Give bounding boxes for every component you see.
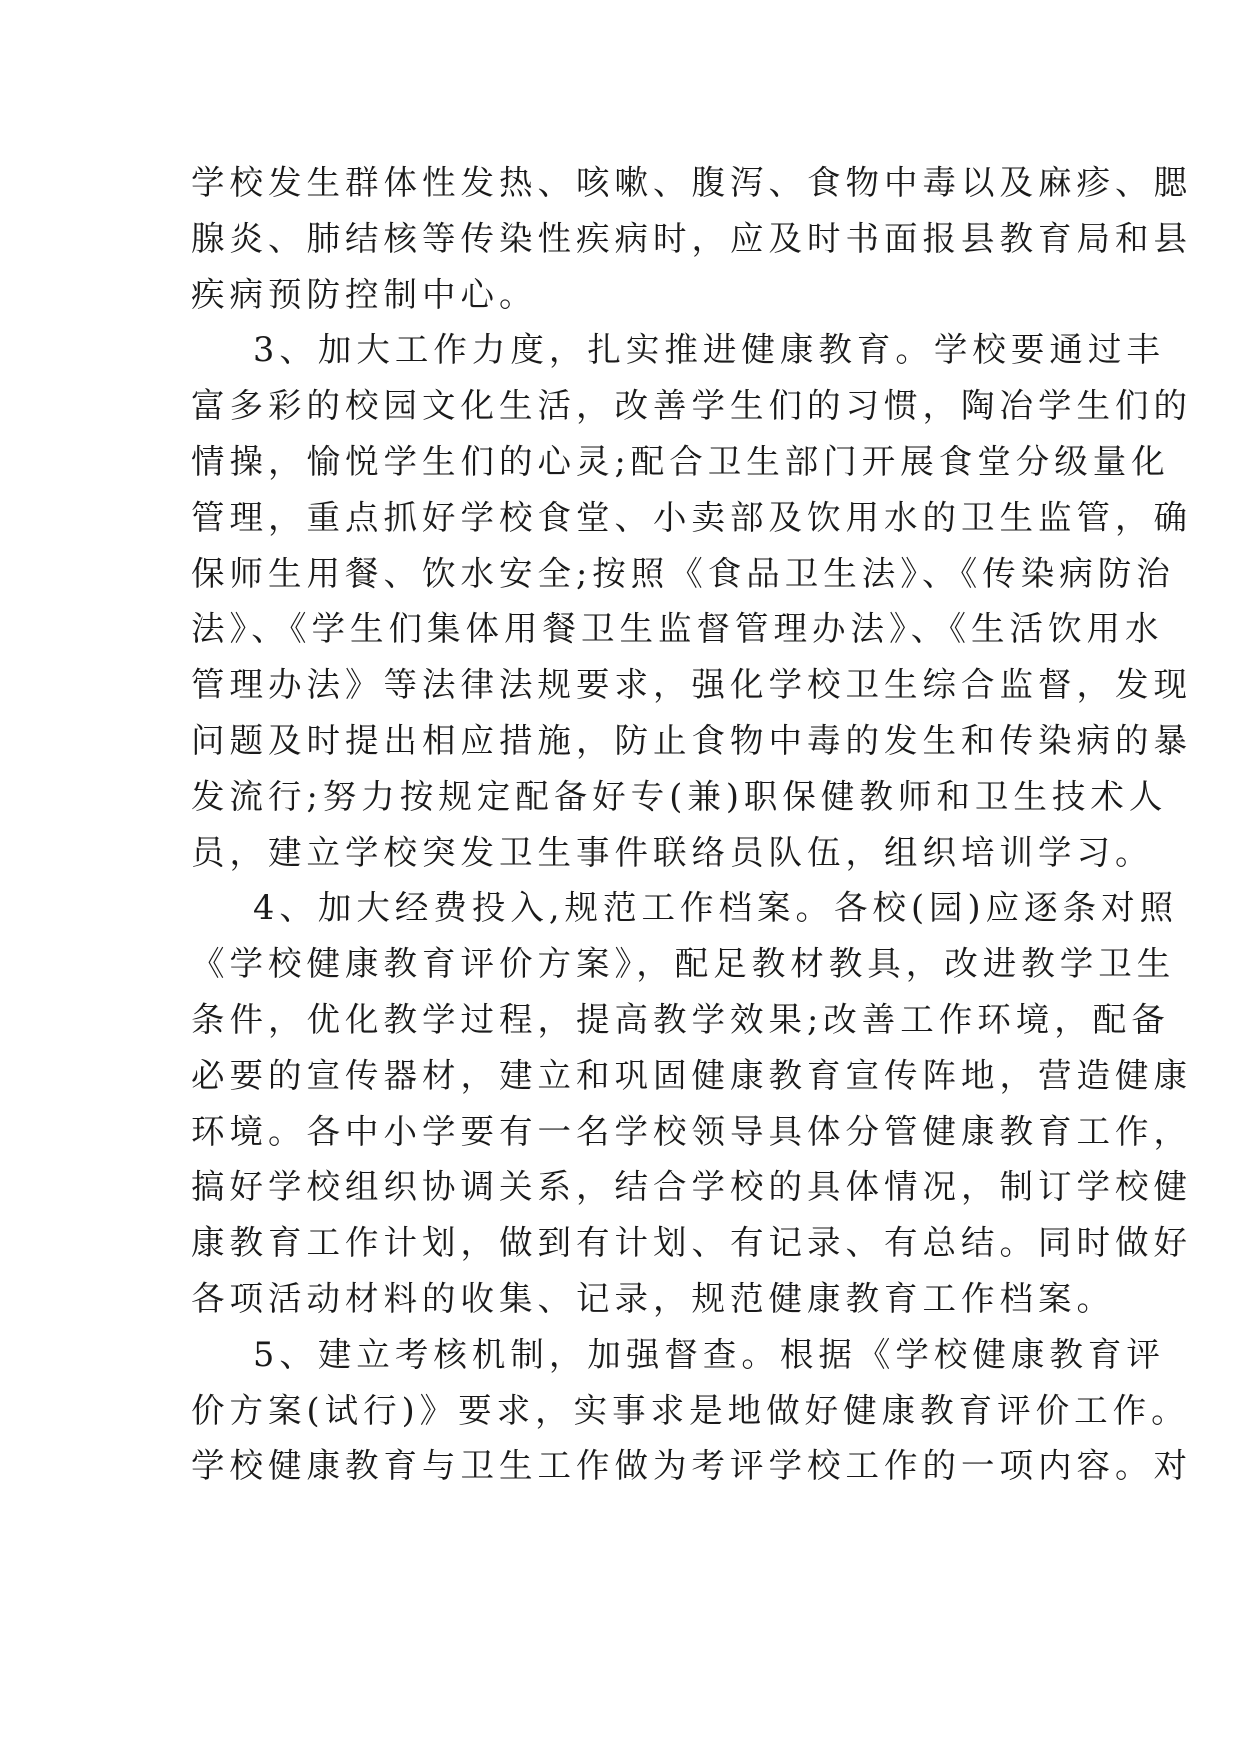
text-line: 腺炎、肺结核等传染性疾病时，应及时书面报县教育局和县 (191, 218, 1192, 258)
text-line: 员，建立学校突发卫生事件联络员队伍，组织培训学习。 (191, 832, 1154, 872)
text-line: 价方案(试行)》要求，实事求是地做好健康教育评价工作。 (191, 1390, 1190, 1430)
paragraph-health-education (191, 322, 1192, 880)
text-line: 管理，重点抓好学校食堂、小卖部及饮用水的卫生监管，确 (191, 497, 1192, 537)
text-line: 各项活动材料的收集、记录，规范健康教育工作档案。 (191, 1278, 1115, 1318)
text-line: 法》、《学生们集体用餐卫生监督管理办法》、《生活饮用水 (191, 609, 1164, 649)
text-line: 保师生用餐、饮水安全;按照《食品卫生法》、《传染病防治 (191, 553, 1175, 593)
paragraph-assessment (191, 1327, 1192, 1494)
text-line: 情操，愉悦学生们的心灵;配合卫生部门开展食堂分级量化 (191, 441, 1170, 481)
text-line: 发流行;努力按规定配备好专(兼)职保健教师和卫生技术人 (191, 776, 1168, 816)
paragraph-funding-archives (191, 880, 1192, 1326)
text-line: 必要的宣传器材，建立和巩固健康教育宣传阵地，营造健康 (191, 1055, 1192, 1095)
text-line: 富多彩的校园文化生活，改善学生们的习惯，陶冶学生们的 (191, 386, 1192, 426)
text-line: 疾病预防控制中心。 (191, 274, 538, 314)
document-body (191, 155, 1192, 1494)
text-line: 学校发生群体性发热、咳嗽、腹泻、食物中毒以及麻疹、腮 (191, 163, 1192, 202)
text-line: 康教育工作计划，做到有计划、有记录、有总结。同时做好 (191, 1223, 1192, 1263)
text-line: 问题及时提出相应措施，防止食物中毒的发生和传染病的暴 (191, 720, 1192, 760)
text-line: 3、加大工作力度，扎实推进健康教育。学校要通过丰 (253, 330, 1165, 370)
text-line: 条件，优化教学过程，提高教学效果;改善工作环境，配备 (191, 999, 1170, 1039)
paragraph-outbreak-reporting (191, 155, 1192, 322)
text-line: 5、建立考核机制，加强督查。根据《学校健康教育评 (253, 1334, 1165, 1374)
text-line: 《学校健康教育评价方案》，配足教材教具，改进教学卫生 (191, 944, 1176, 984)
text-line: 搞好学校组织协调关系，结合学校的具体情况，制订学校健 (191, 1167, 1192, 1207)
text-line: 学校健康教育与卫生工作做为考评学校工作的一项内容。对 (191, 1446, 1192, 1486)
text-line: 环境。各中小学要有一名学校领导具体分管健康教育工作， (191, 1111, 1192, 1151)
text-line: 4、加大经费投入,规范工作档案。各校(园)应逐条对照 (253, 888, 1179, 928)
text-line: 管理办法》等法律法规要求，强化学校卫生综合监督，发现 (191, 665, 1192, 705)
